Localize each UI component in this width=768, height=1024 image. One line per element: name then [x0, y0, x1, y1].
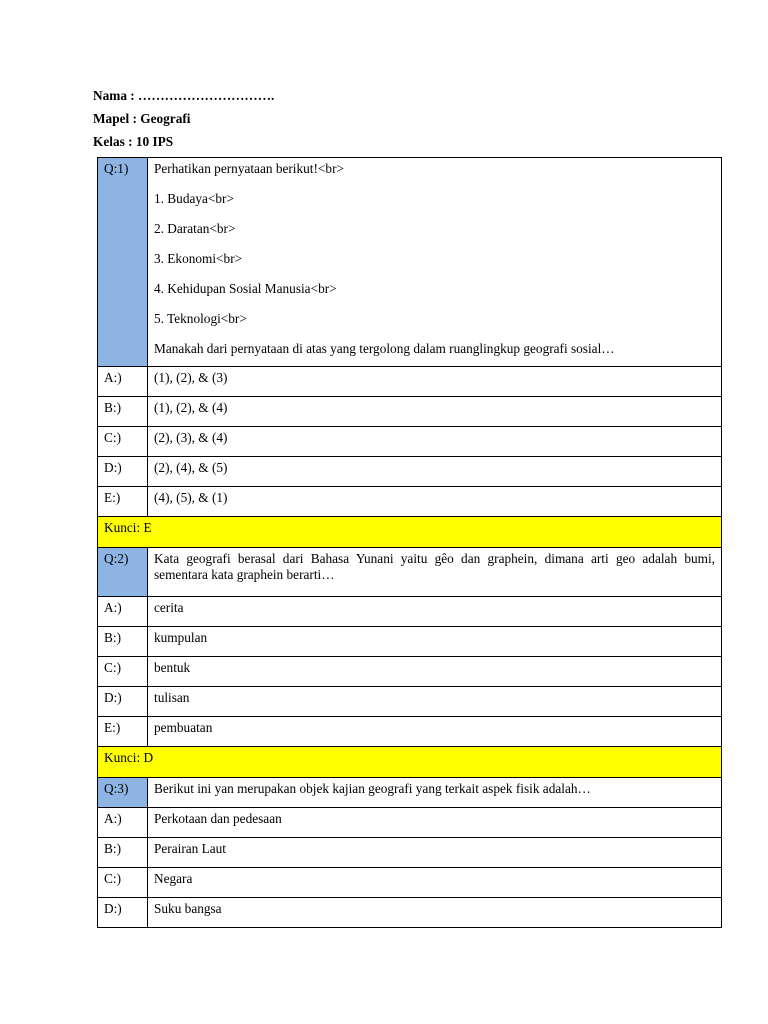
option-row [98, 597, 722, 627]
answer-key: Kunci: E [98, 517, 722, 548]
document-header [93, 86, 274, 155]
option-row [98, 367, 722, 397]
subject-line: Mapel : Geografi [93, 111, 191, 126]
student-name-line: Nama : …………………………. [93, 88, 275, 103]
option-row [98, 397, 722, 427]
question-line: 1. Budaya<br> [154, 191, 234, 206]
question-label: Q:1) [98, 158, 148, 367]
question-line: 4. Kehidupan Sosial Manusia<br> [154, 281, 337, 296]
option-row [98, 457, 722, 487]
option-text: Perkotaan dan pedesaan [148, 808, 722, 838]
option-label: C:) [98, 868, 148, 898]
option-text: (1), (2), & (3) [148, 367, 722, 397]
question-line: 3. Ekonomi<br> [154, 251, 243, 266]
option-label: C:) [98, 657, 148, 687]
option-text: tulisan [148, 687, 722, 717]
option-text: Negara [148, 868, 722, 898]
option-label: B:) [98, 627, 148, 657]
option-row [98, 657, 722, 687]
question-row-2 [98, 548, 722, 597]
question-text [148, 158, 722, 367]
option-text: (1), (2), & (4) [148, 397, 722, 427]
answer-key-row [98, 517, 722, 548]
option-label: A:) [98, 367, 148, 397]
option-row [98, 627, 722, 657]
question-line: Perhatikan pernyataan berikut!<br> [154, 161, 344, 176]
option-row [98, 687, 722, 717]
option-text: (4), (5), & (1) [148, 487, 722, 517]
question-line: 2. Daratan<br> [154, 221, 236, 236]
option-text: Perairan Laut [148, 838, 722, 868]
option-text: cerita [148, 597, 722, 627]
option-text: (2), (3), & (4) [148, 427, 722, 457]
option-row [98, 838, 722, 868]
option-label: E:) [98, 717, 148, 747]
option-row [98, 808, 722, 838]
question-text: Kata geografi berasal dari Bahasa Yunani yaitu gêo dan graphein, dimana arti geo adalah bumi, sementara kata graphein berarti… [148, 548, 722, 597]
option-label: E:) [98, 487, 148, 517]
question-text: Berikut ini yan merupakan objek kajian geografi yang terkait aspek fisik adalah… [148, 778, 722, 808]
quiz-table [97, 157, 722, 928]
option-label: B:) [98, 838, 148, 868]
answer-key-row [98, 747, 722, 778]
option-row [98, 898, 722, 928]
question-line: 5. Teknologi<br> [154, 311, 247, 326]
option-label: D:) [98, 457, 148, 487]
option-row [98, 427, 722, 457]
option-label: D:) [98, 687, 148, 717]
option-text: pembuatan [148, 717, 722, 747]
class-line: Kelas : 10 IPS [93, 134, 174, 149]
option-label: B:) [98, 397, 148, 427]
question-row-3 [98, 778, 722, 808]
option-text: Suku bangsa [148, 898, 722, 928]
option-row [98, 487, 722, 517]
option-label: A:) [98, 808, 148, 838]
answer-key: Kunci: D [98, 747, 722, 778]
question-label: Q:2) [98, 548, 148, 597]
question-label: Q:3) [98, 778, 148, 808]
question-line: Manakah dari pernyataan di atas yang tergolong dalam ruanglingkup geografi sosial… [154, 341, 615, 356]
option-row [98, 868, 722, 898]
option-label: A:) [98, 597, 148, 627]
question-row-1 [98, 158, 722, 367]
option-label: D:) [98, 898, 148, 928]
option-row [98, 717, 722, 747]
option-text: kumpulan [148, 627, 722, 657]
option-text: bentuk [148, 657, 722, 687]
option-label: C:) [98, 427, 148, 457]
option-text: (2), (4), & (5) [148, 457, 722, 487]
